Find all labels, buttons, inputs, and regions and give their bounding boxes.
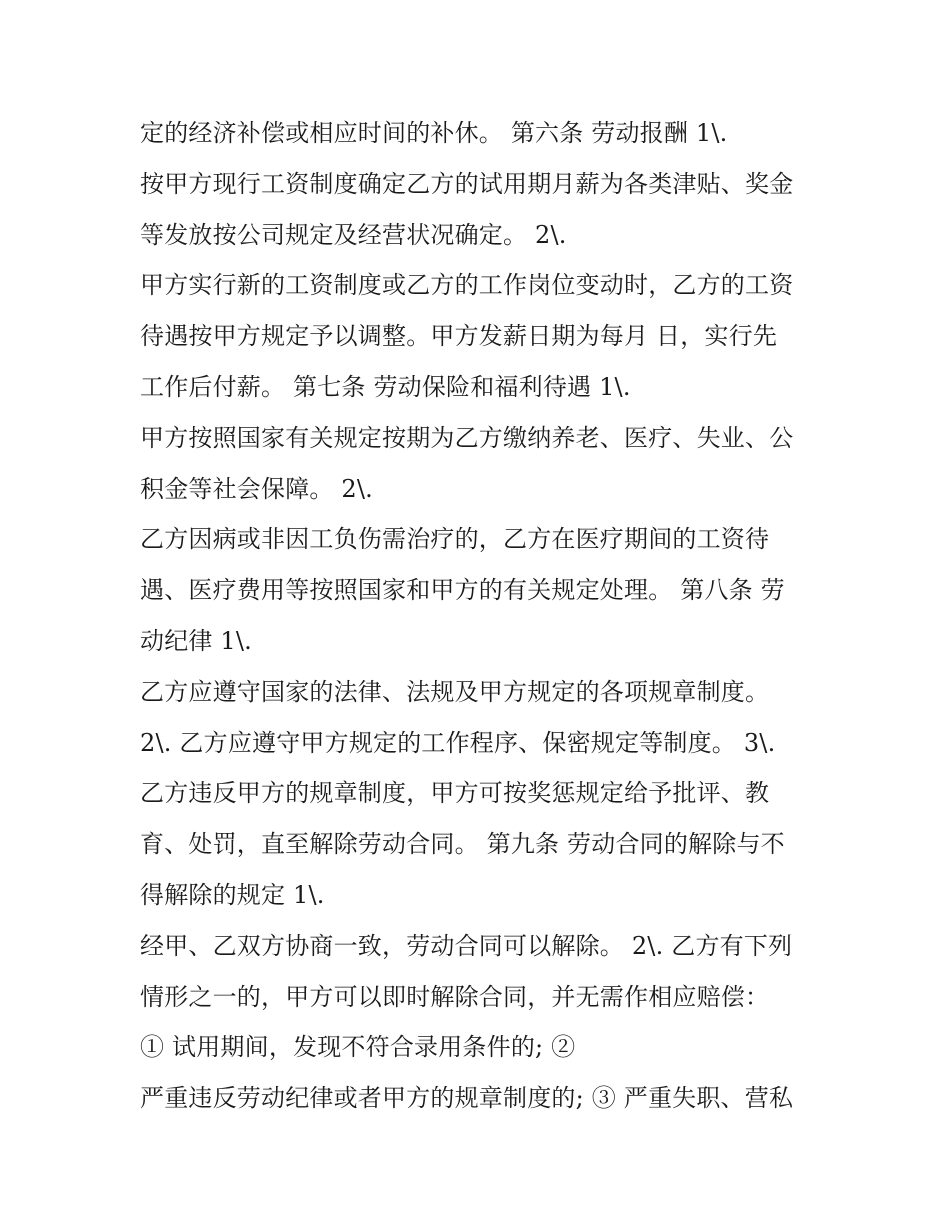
text-line: 甲方实行新的工资制度或乙方的工作岗位变动时，乙方的工资: [140, 271, 794, 300]
text-line: ① 试用期间，发现不符合录用条件的; ②: [140, 1033, 576, 1062]
text-line: 动纪律 1\.: [140, 626, 253, 655]
text-line: 育、处罚，直至解除劳动合同。 第九条 劳动合同的解除与不: [140, 830, 785, 859]
text-line: 严重违反劳动纪律或者甲方的规章制度的; ③ 严重失职、营私: [140, 1084, 794, 1113]
text-line: 情形之一的，甲方可以即时解除合同，并无需作相应赔偿：: [140, 982, 770, 1011]
text-line: 甲方按照国家有关规定按期为乙方缴纳养老、医疗、失业、公: [140, 423, 794, 452]
text-line: 乙方应遵守国家的法律、法规及甲方规定的各项规章制度。: [140, 677, 770, 706]
text-line: 定的经济补偿或相应时间的补休。 第六条 劳动报酬 1\.: [140, 119, 728, 147]
text-line: 等发放按公司规定及经营状况确定。 2\.: [140, 220, 567, 249]
text-line: 经甲、乙双方协商一致，劳动合同可以解除。 2\. 乙方有下列: [140, 931, 793, 960]
text-line: 按甲方现行工资制度确定乙方的试用期月薪为各类津贴、奖金: [140, 169, 794, 198]
text-line: 积金等社会保障。 2\.: [140, 474, 374, 503]
text-line: 待遇按甲方规定予以调整。甲方发薪日期为每月 日，实行先: [140, 322, 778, 351]
document-body: [140, 108, 840, 1124]
text-line: 得解除的规定 1\.: [140, 880, 325, 909]
text-line: 遇、医疗费用等按照国家和甲方的有关规定处理。 第八条 劳: [140, 576, 785, 605]
text-line: 乙方违反甲方的规章制度，甲方可按奖惩规定给予批评、教: [140, 779, 770, 808]
text-line: 2\. 乙方应遵守甲方规定的工作程序、保密规定等制度。 3\.: [140, 728, 776, 757]
text-line: 乙方因病或非因工负伤需治疗的，乙方在医疗期间的工资待: [140, 525, 770, 554]
text-line: 工作后付薪。 第七条 劳动保险和福利待遇 1\.: [140, 372, 631, 401]
